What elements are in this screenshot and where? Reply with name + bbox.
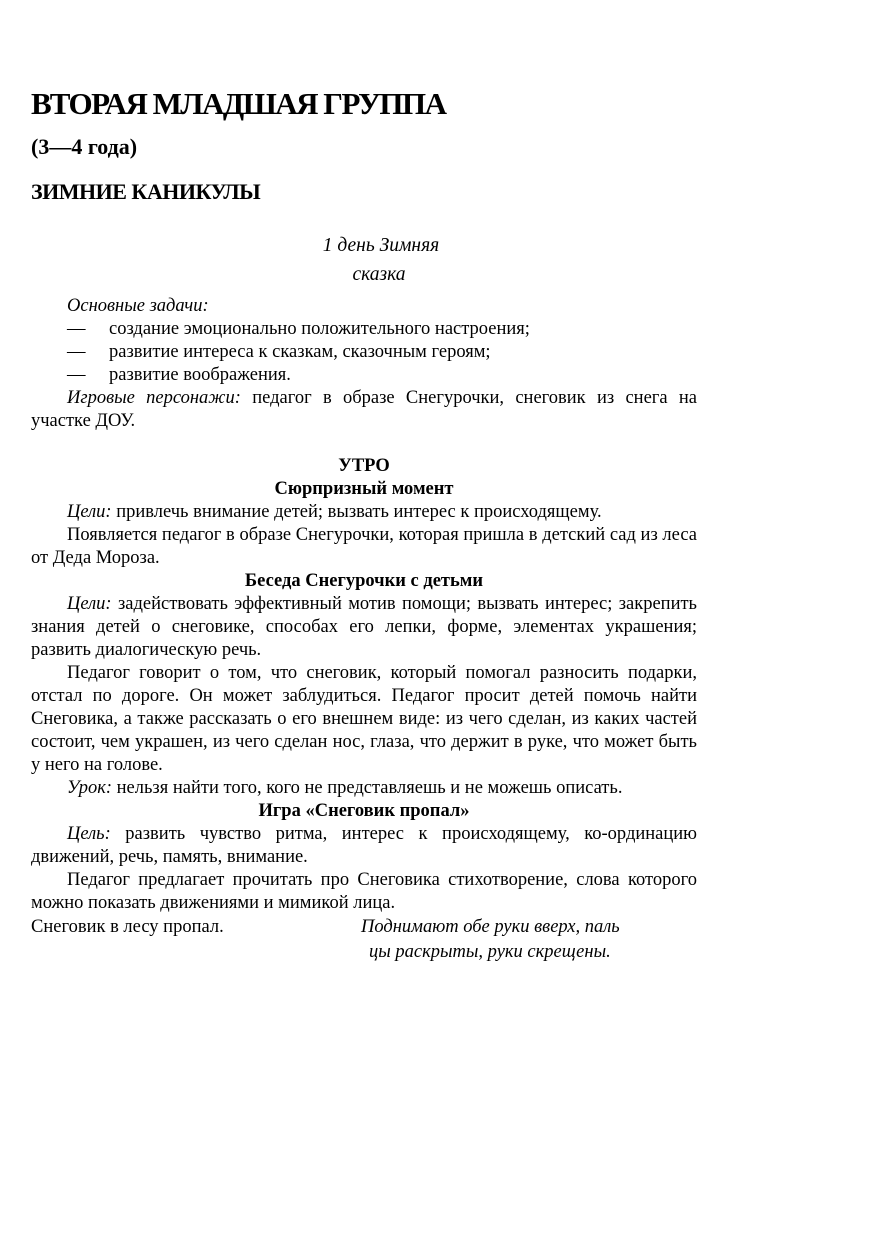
talk-lesson-text: нельзя найти того, кого не представляешь и не можешь описать. bbox=[112, 778, 623, 798]
game-goal-label: Цель: bbox=[67, 824, 111, 844]
talk-goals-text: задействовать эффективный мотив помощи; вызвать интерес; закрепить знания детей о снеговике, способах его лепки, форме, элементах украшения; развить диалогическую речь. bbox=[31, 594, 697, 660]
section-heading: ЗИМНИЕ КАНИКУЛЫ bbox=[31, 179, 261, 204]
surprise-goals-label: Цели: bbox=[67, 502, 112, 522]
dash-marker: — bbox=[67, 342, 86, 362]
spacer bbox=[31, 433, 697, 455]
poem-action bbox=[361, 915, 620, 965]
task-text: развитие интереса к сказкам, сказочным героям; bbox=[109, 342, 491, 362]
day-title-line-1: 1 день Зимняя bbox=[322, 235, 440, 256]
poem-action-line-1: Поднимают обе руки вверх, паль bbox=[361, 917, 620, 937]
poem-action-line-2: цы раскрыты, руки скрещены. bbox=[369, 942, 611, 962]
dash-marker: — bbox=[67, 319, 86, 339]
surprise-heading: Сюрпризный момент bbox=[274, 479, 454, 499]
group-heading: ВТОРАЯ МЛАДШАЯ ГРУППА bbox=[31, 86, 446, 121]
talk-lesson bbox=[31, 777, 697, 800]
surprise-goals-text: привлечь внимание детей; вызвать интерес к происходящему. bbox=[111, 502, 602, 522]
surprise-text: Появляется педагог в образе Снегурочки, которая пришла в детский сад из леса от Деда Мороза. bbox=[31, 525, 697, 568]
characters-text: педагог в образе Снегурочки, снеговик из снега на участке ДОУ. bbox=[31, 388, 697, 431]
game-goal-text: развить чувство ритма, интерес к происходящему, ко-ординацию движений, речь, память, внимание. bbox=[31, 824, 697, 867]
task-item bbox=[31, 364, 697, 387]
task-item bbox=[31, 318, 697, 341]
talk-goals bbox=[31, 593, 697, 662]
talk-goals-label: Цели: bbox=[67, 594, 112, 614]
game-heading: Игра «Снеговик пропал» bbox=[258, 801, 470, 821]
morning-heading: УТРО bbox=[338, 456, 390, 476]
talk-heading: Беседа Снегурочки с детьми bbox=[244, 571, 484, 591]
surprise-goals bbox=[31, 501, 697, 524]
dash-marker: — bbox=[67, 365, 86, 385]
document-body bbox=[31, 295, 697, 965]
poem-row bbox=[31, 915, 697, 965]
day-title bbox=[31, 231, 697, 289]
talk-lesson-label: Урок: bbox=[67, 778, 113, 798]
age-heading: (3—4 года) bbox=[31, 134, 138, 159]
talk-text: Педагог говорит о том, что снеговик, который помогал разносить подарки, отстал по дороге. Он может заблудиться. Педагог просит детей помочь найти Снеговика, а также рассказать о его внешнем виде: из чего сделан, из каких частей состоит, чем украшен, из чего сделан нос, глаза, что держит в руке, что может быть у него на голове. bbox=[31, 663, 697, 775]
poem-line: Снеговик в лесу пропал. bbox=[31, 917, 224, 937]
tasks-label: Основные задачи: bbox=[67, 296, 209, 316]
characters-paragraph bbox=[31, 387, 697, 433]
task-text: развитие воображения. bbox=[109, 365, 291, 385]
game-goal bbox=[31, 823, 697, 869]
day-title-line-2: сказка bbox=[352, 264, 406, 285]
game-text: Педагог предлагает прочитать про Снеговика стихотворение, слова которого можно показать движениями и мимикой лица. bbox=[31, 870, 697, 913]
task-text: создание эмоционально положительного настроения; bbox=[109, 319, 530, 339]
task-item bbox=[31, 341, 697, 364]
characters-label: Игровые персонажи: bbox=[67, 388, 241, 408]
